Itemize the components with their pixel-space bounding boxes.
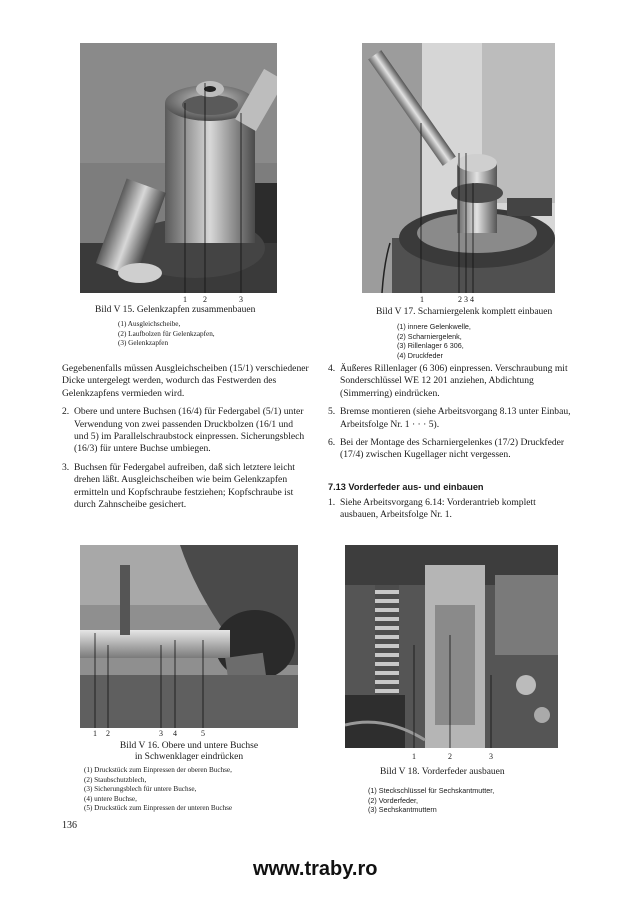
figure-v15-title: Bild V 15. Gelenkzapfen zusammenbauen: [95, 305, 256, 315]
item-text: Bremse montieren (siehe Arbeitsvorgang 8.13 unter Einbau, Arbeitsfolge Nr. 1 · · · 5).: [340, 406, 571, 430]
figure-v18-callouts: [410, 752, 500, 762]
list-item: [328, 437, 573, 462]
callout-1: 1: [420, 295, 424, 304]
figure-v15-callouts: [180, 295, 260, 305]
intro-paragraph: Gegebenenfalls müssen Ausgleichscheiben (15/1) verschiedener Dicke untergelegt werden, wodurch das Festwerden des Gelenkzapfens vermieden wird.: [62, 363, 309, 399]
item-number: 5.: [328, 406, 336, 418]
item-number: 1.: [328, 497, 336, 508]
legend-item: (1) innere Gelenkwelle,: [397, 322, 471, 331]
list-item: [62, 462, 309, 512]
figure-v16-title: [80, 741, 298, 763]
legend-item: (2) Laufbolzen für Gelenkzapfen,: [118, 329, 215, 338]
figure-v16-legend: [84, 766, 232, 814]
figure-v16-photo: [80, 545, 298, 728]
legend-item: (2) Scharniergelenk,: [397, 331, 462, 341]
legend-item: (3) Sechskantmuttern: [368, 805, 437, 815]
page-number: 136: [62, 820, 77, 831]
left-column-text: [62, 363, 309, 511]
figure-v18-title: Bild V 18. Vorderfeder ausbauen: [380, 767, 505, 777]
item-number: 2.: [62, 406, 70, 418]
callout-3: 3: [239, 295, 243, 304]
callout-1: 1: [93, 729, 97, 738]
figure-v15-photo: [80, 43, 277, 293]
legend-item: (2) Staubschutzblech,: [84, 775, 147, 784]
legend-item: (1) Steckschlüssel für Sechskantmutter,: [368, 786, 495, 795]
callout-234: 2 3 4: [458, 295, 474, 304]
item-text: Buchsen für Federgabel aufreiben, daß sich letztere leicht drehen läßt. Ausgleichscheiben wie beim Gelenkzapfen ermitteln und Kopfschraube festziehen; Kopfschraube ist durch Zahnscheibe gesichert.: [74, 461, 295, 511]
legend-item: (4) untere Buchse,: [84, 794, 137, 803]
callout-1: 1: [183, 295, 187, 304]
list-item: [62, 406, 309, 456]
figure-v18-legend: [368, 786, 494, 815]
legend-item: (5) Druckstück zum Einpressen der unteren Buchse: [84, 804, 233, 813]
legend-item: (1) Druckstück zum Einpressen der oberen Buchse,: [84, 766, 232, 774]
site-watermark: www.traby.ro: [253, 858, 378, 880]
figure-v17-callouts: [418, 295, 498, 305]
callout-3: 3: [489, 752, 493, 761]
item-text: Äußeres Rillenlager (6 306) einpressen. Verschraubung mit Sonderschlüssel WE 12 201 anziehen, Abdichtung (Simmerring) eindrücken.: [340, 363, 568, 399]
legend-item: (4) Druckfeder: [397, 350, 443, 360]
callout-1: 1: [412, 752, 416, 761]
callout-2: 2: [106, 729, 110, 738]
callout-2: 2: [203, 295, 207, 304]
item-text: Bei der Montage des Scharniergelenkes (17/2) Druckfeder (17/4) zwischen Kugellager nicht vergessen.: [340, 437, 565, 461]
section-heading: 7.13 Vorderfeder aus- und einbauen: [328, 482, 484, 492]
right-column-text: [328, 363, 573, 462]
figure-v18-photo: [345, 545, 558, 748]
item-text: Obere und untere Buchsen (16/4) für Federgabel (5/1) unter Verwendung von zwei passenden Druckbolzen (16/1 und und 5) im Parallelschraubstock einpressen. Sicherungsblech (16/3) für untere Buchse umbiegen.: [74, 406, 305, 455]
legend-item: (3) Sicherungsblech für untere Buchse,: [84, 785, 197, 794]
callout-3: 3: [159, 729, 163, 738]
figure-v15-legend: [118, 320, 215, 349]
list-item: [328, 497, 573, 522]
item-number: 4.: [328, 363, 336, 374]
figure-v17-photo: [362, 43, 555, 293]
item-text: Siehe Arbeitsvorgang 6.14: Vorderantrieb komplett ausbauen, Arbeitsfolge Nr. 1.: [340, 497, 536, 521]
figure-v16-title-line2: in Schwenklager eindrücken: [134, 752, 244, 762]
section-text: [328, 497, 573, 522]
figure-v16-callouts: [88, 729, 218, 739]
figure-v17-title: Bild V 17. Scharniergelenk komplett einbauen: [376, 307, 553, 317]
callout-2: 2: [448, 752, 452, 761]
figure-v17-legend: [397, 322, 471, 360]
item-number: 3.: [62, 461, 70, 473]
legend-item: (1) Ausgleichscheibe,: [118, 320, 181, 328]
callout-4: 4: [173, 729, 177, 738]
callout-5: 5: [201, 729, 205, 738]
list-item: [328, 363, 573, 400]
item-number: 6.: [328, 437, 336, 449]
list-item: [328, 406, 573, 431]
legend-item: (2) Vorderfeder,: [368, 795, 418, 805]
legend-item: (3) Gelenkzapfen: [118, 339, 169, 348]
legend-item: (3) Rillenlager 6 306,: [397, 341, 464, 351]
figure-v16-title-line1: Bild V 16. Obere und untere Buchse: [119, 741, 259, 751]
